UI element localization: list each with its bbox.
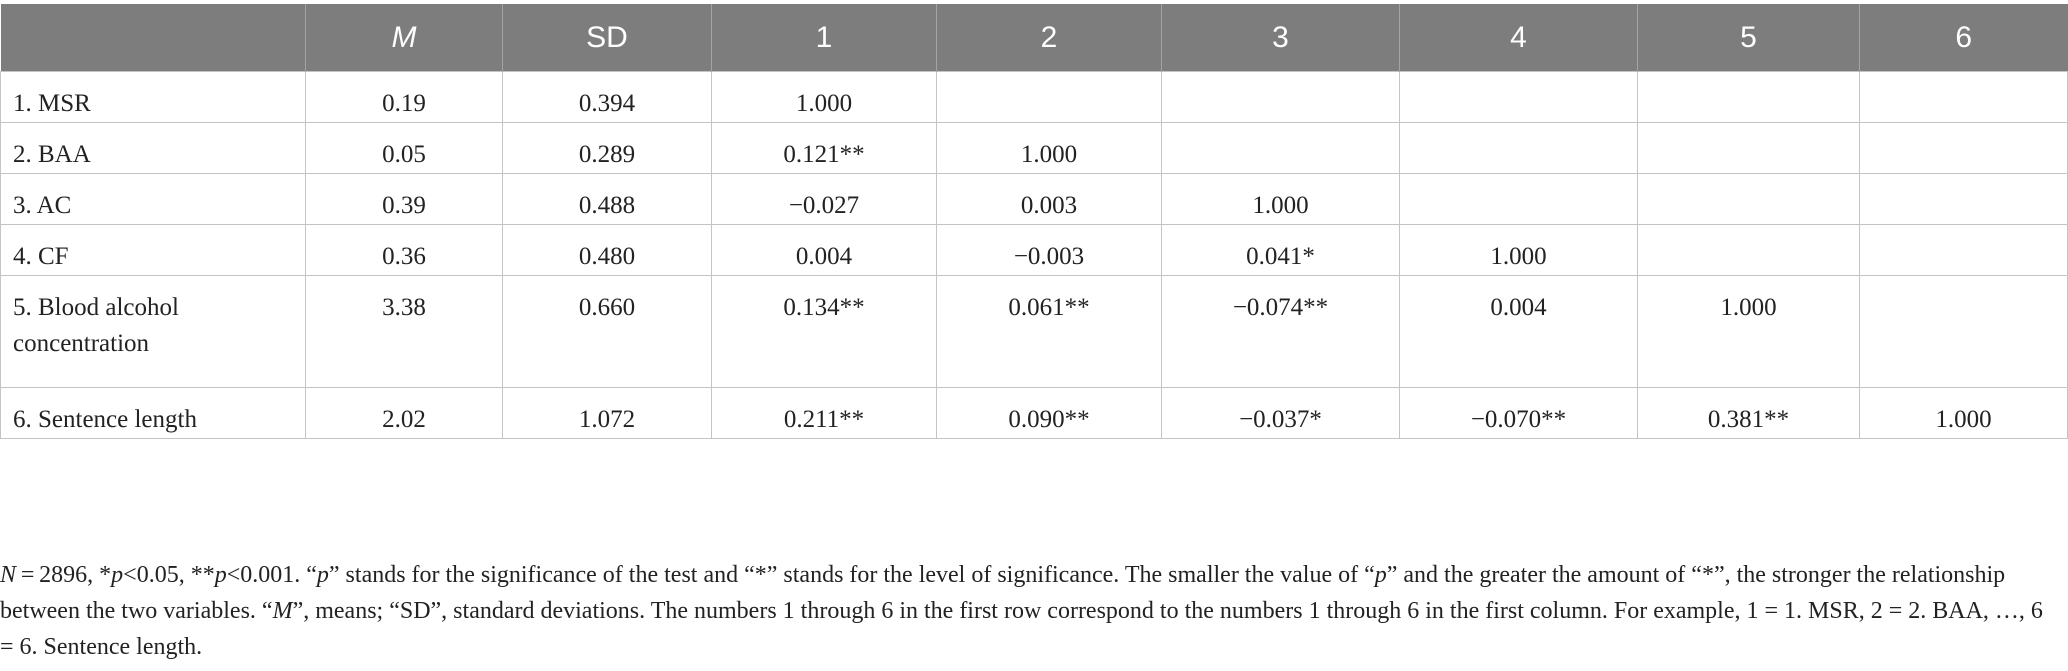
table-cell: 1.000 [1400,225,1638,276]
table-cell: 0.394 [503,72,712,123]
table-cell: 3.38 [306,276,503,388]
table-cell: −0.003 [937,225,1162,276]
table-cell: 0.488 [503,174,712,225]
table-cell: 0.39 [306,174,503,225]
table-cell: 0.211** [712,388,937,439]
table-cell: 1.000 [1162,174,1400,225]
table-cell: 1.072 [503,388,712,439]
header-cell-3: 3 [1162,4,1400,72]
table-cell: −0.070** [1400,388,1638,439]
table-cell: 0.480 [503,225,712,276]
table-cell [1638,123,1860,174]
table-cell: −0.074** [1162,276,1400,388]
table-cell: 1.000 [1638,276,1860,388]
table-cell: 2.02 [306,388,503,439]
table-cell [1860,174,2068,225]
row-label: 6. Sentence length [1,388,306,439]
table-cell [1162,72,1400,123]
table-cell: 1.000 [712,72,937,123]
table-cell: 0.090** [937,388,1162,439]
row-label: 3. AC [1,174,306,225]
table-cell: 0.004 [712,225,937,276]
footnote-p: p [111,562,124,588]
table-cell: 0.004 [1400,276,1638,388]
table-row [1,123,2068,174]
table-cell [1860,123,2068,174]
header-cell-mean: M [306,4,503,72]
row-label: 2. BAA [1,123,306,174]
footnote-text: ”, means; “SD”, standard deviations. The numbers 1 through 6 in the first row correspond to the numbers 1 through 6 in the first column. For example, 1 = 1. MSR, 2 = 2. BAA, …, 6 = 6. Sentence length. [0,598,2043,660]
header-cell-1: 1 [712,4,937,72]
table-row [1,388,2068,439]
table-cell: 1.000 [937,123,1162,174]
header-cell-4: 4 [1400,4,1638,72]
table-row [1,276,2068,388]
footnote-n: N [0,562,17,588]
row-label: 1. MSR [1,72,306,123]
table-cell: 0.05 [306,123,503,174]
table-cell: 0.19 [306,72,503,123]
table-cell: −0.037* [1162,388,1400,439]
footnote-p: p [214,562,227,588]
correlation-table [0,4,2068,439]
footnote-text: <0.05, ** [123,562,215,588]
footnote-text: <0.001. “ [226,562,317,588]
table-footnote [0,557,2060,665]
table-row [1,174,2068,225]
table-cell: 0.041* [1162,225,1400,276]
table-cell: 0.121** [712,123,937,174]
footnote-p: p [316,562,329,588]
footnote-text: ” stands for the significance of the test and “*” stands for the level of significance. The smaller the value of “ [328,562,1375,588]
table-cell [1638,174,1860,225]
table-cell [1860,225,2068,276]
table-cell [937,72,1162,123]
footnote-text: = 2896, * [16,562,112,588]
footnote-text: ” and the greater the amount of “*”, the stronger the relationship between the two variables. “ [0,562,2006,624]
header-cell-5: 5 [1638,4,1860,72]
header-cell-sd: SD [503,4,712,72]
header-cell-6: 6 [1860,4,2068,72]
table-cell: 0.289 [503,123,712,174]
footnote-m: M [272,598,293,624]
row-label: 5. Blood alcohol concentration [1,276,306,388]
row-label: 4. CF [1,225,306,276]
table-cell [1860,276,2068,388]
table-cell: −0.027 [712,174,937,225]
table-row [1,225,2068,276]
table-cell: 0.36 [306,225,503,276]
table-cell [1162,123,1400,174]
table-cell: 0.061** [937,276,1162,388]
table-cell: 0.134** [712,276,937,388]
header-cell-label [1,4,306,72]
table-cell [1400,123,1638,174]
table-cell [1860,72,2068,123]
table-cell: 1.000 [1860,388,2068,439]
table-header-row [1,4,2068,72]
table-cell [1638,72,1860,123]
table-cell [1638,225,1860,276]
table-cell: 0.003 [937,174,1162,225]
table-cell [1400,72,1638,123]
table-row [1,72,2068,123]
header-cell-2: 2 [937,4,1162,72]
footnote-p: p [1374,562,1387,588]
table-cell: 0.381** [1638,388,1860,439]
table-cell [1400,174,1638,225]
table-cell: 0.660 [503,276,712,388]
